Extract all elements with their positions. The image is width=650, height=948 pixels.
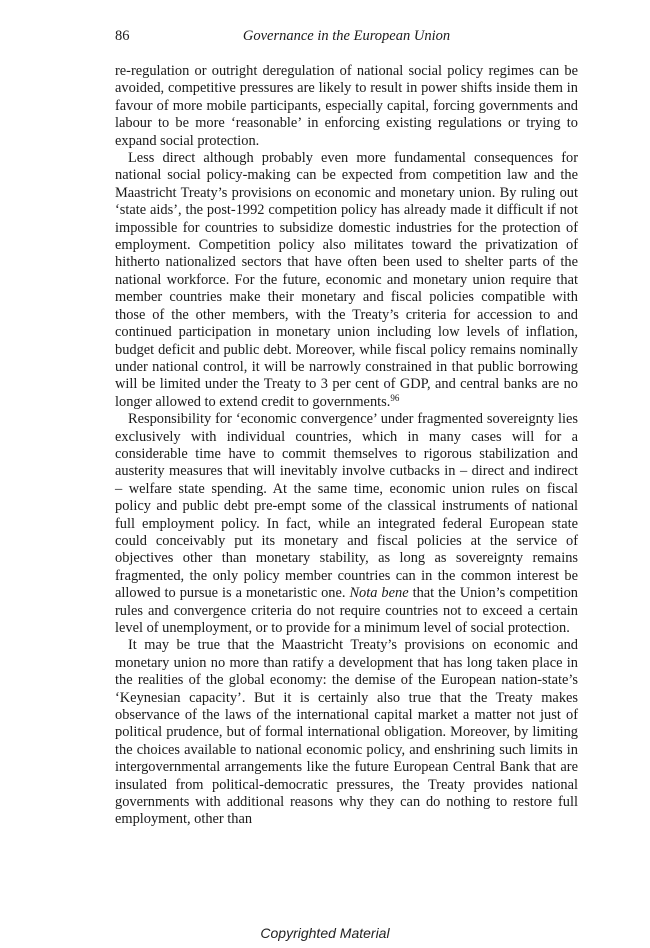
- nota-bene-italic: Nota bene: [349, 585, 409, 602]
- footnote-ref-96: 96: [390, 392, 400, 403]
- copyright-footer: Copyrighted Material: [260, 925, 390, 941]
- body-text: [115, 63, 578, 829]
- page-number: 86: [115, 28, 130, 44]
- page-header: [115, 28, 578, 48]
- paragraph-2-text: Less direct although probably even more fundamental consequences for national social policy-making can be expected from competition law and the Maastricht Treaty’s provisions on economic and monetary union. By ruling out ‘state aids’, the post-1992 competition policy has already made it difficult if not impossible for countries to subsidize domestic industries for the protection of employment. Competition policy also militates toward the privatization of hitherto nationalized sectors that have often been used to shelter parts of the national workforce. For the future, economic and monetary union require that member countries make their monetary and fiscal policies compatible with those of the other members, with the Treaty’s criteria for accession to and continued participation in monetary union including low levels of inflation, budget deficit and public debt. Moreover, while fiscal policy remains nominally under national control, it will be narrowly constrained in that public borrowing will be limited under the Treaty to 3 per cent of GDP, and central banks are no longer allowed to extend credit to governments.: [115, 150, 578, 410]
- paragraph-4: It may be true that the Maastricht Treaty’s provisions on economic and monetary union no more than ratify a development that has long taken place in the realities of the global economy: the demise of the European nation-state’s ‘Keynesian capacity’. But it is certainly also true that the Treaty makes observance of the laws of the international capital market a matter not just of political prudence, but of formal international obligation. Moreover, by limiting the choices available to national economic policy, and enshrining such limits in intergovernmental arrangements like the future European Central Bank that are insulated from political-democratic pressures, the Treaty provides national governments with additional reasons why they can do nothing to restore full employment, other than: [115, 637, 578, 828]
- paragraph-2: [115, 150, 578, 411]
- paragraph-3-text-after: that the Union’s competition rules and convergence criteria do not require countries not to exceed a certain level of unemployment, or to provide for a minimum level of social protection.: [115, 585, 578, 636]
- paragraph-3: [115, 411, 578, 637]
- paragraph-1: re-regulation or outright deregulation of national social policy regimes can be avoided, competitive pressures are likely to result in power shifts inside them in favour of more mobile participants, especially capital, forcing governments and labour to be more ‘reasonable’ in enforcing existing regulations or trying to expand social protection.: [115, 63, 578, 149]
- paragraph-3-text-before: Responsibility for ‘economic convergence’ under fragmented sovereignty lies exclusively with individual countries, which in many cases will for a considerable time have to commit themselves to rigorous stabilization and austerity measures that will inevitably involve cutbacks in – direct and indirect – welfare state spending. At the same time, economic union rules on fiscal policy and public debt pre-empt some of the classical instruments of national full employment policy. In fact, while an integrated federal European state could conceivably put its monetary and fiscal policies at the service of objectives other than monetary stability, as long as sovereignty remains fragmented, the only policy member countries can in the common interest be allowed to pursue is a monetaristic one.: [115, 411, 578, 602]
- running-head: Governance in the European Union: [242, 28, 451, 44]
